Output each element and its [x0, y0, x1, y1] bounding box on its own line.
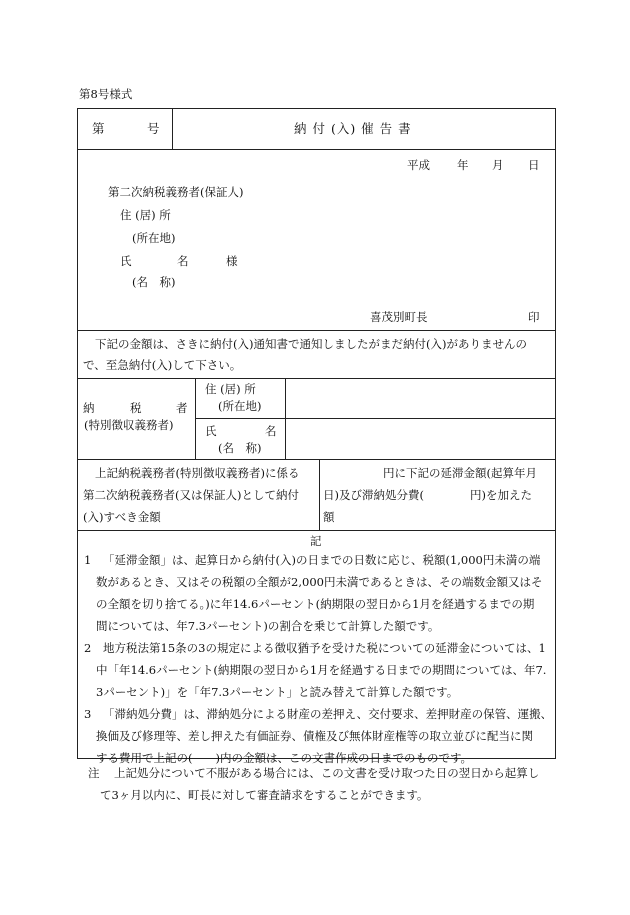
note-2-line: 中「年14.6パーセント(納期限の翌日から1月を経過する日までの期間については、年7. [96, 663, 547, 677]
addressee-corp-name-label: (名 称) [132, 275, 176, 289]
taxpayer-name-label-2: 名 [265, 424, 277, 438]
note-2-number: 2 [84, 641, 92, 655]
row-divider [77, 149, 556, 150]
row-divider [77, 330, 556, 331]
taxpayer-label-sub: (特別徴収義務者) [84, 418, 174, 432]
note-2-line: 地方税法第15条の3の規定による徴収猶予を受けた税についての延滞金については、1 [103, 641, 546, 655]
addressee-sama: 様 [226, 254, 238, 268]
note-2-line: 3パーセント)」を「年7.3パーセント」と読み替えて計算した額です。 [96, 685, 459, 699]
addressee-address-label: 住 (居) 所 [120, 208, 171, 222]
footnote-mark: 注 [88, 766, 100, 780]
note-1-line: の全額を切り捨てる。)に年14.6パーセント(納期限の翌日から1月を経過するまでの期 [96, 597, 535, 611]
addressee-name-label-2: 名 [177, 254, 189, 268]
col-divider [285, 378, 286, 459]
header-dai: 第 [92, 121, 105, 136]
amount-left-line-3: (入)すべき金額 [83, 510, 161, 524]
ki-heading: 記 [310, 534, 322, 548]
addressee-role: 第二次納税義務者(保証人) [108, 185, 244, 199]
taxpayer-label-zei: 税 [130, 401, 142, 415]
amount-left-line-2: 第二次納税義務者(又は保証人)として納付 [83, 488, 299, 502]
row-divider [77, 530, 556, 531]
note-1-number: 1 [84, 553, 92, 567]
note-1-line: 数があるとき、又はその税額の全額が2,000円未満であるときは、その端数金額又はそ [96, 575, 543, 589]
note-1-line: 「延滞金額」は、起算日から納付(入)の日までの日数に応じ、税額(1,000円未満の端 [103, 553, 541, 567]
date-day: 日 [528, 158, 540, 172]
amount-right-line-3: 額 [323, 510, 335, 524]
taxpayer-corp-name-label: (名 称) [218, 441, 262, 455]
note-3-line: 換価及び修理等、差し押えた有価証券、債権及び無体財産権等の取立並びに配当に関 [96, 729, 533, 743]
amount-right-line-2: 日)及び滞納処分費( 円)を加えた [323, 488, 532, 502]
addressee-location-label: (所在地) [132, 231, 176, 245]
taxpayer-location-label: (所在地) [218, 399, 262, 413]
amount-right-line-1: 円に下記の延滞金額(起算年月 [383, 466, 537, 480]
note-3-number: 3 [84, 707, 92, 721]
date-era: 平成 [407, 158, 430, 172]
document-title: 納 付 (入) 催 告 書 [294, 121, 412, 136]
date-year: 年 [457, 158, 469, 172]
amount-left-line-1: 上記納税義務者(特別徴収義務者)に係る [95, 466, 300, 480]
row-divider [195, 418, 556, 419]
note-3-line: する費用で上記の( )内の金額は、この文書作成の日までのものです。 [96, 751, 473, 765]
date-month: 月 [492, 158, 504, 172]
taxpayer-name-label-1: 氏 [205, 424, 217, 438]
notice-line-2: で、至急納付(入)して下さい。 [83, 358, 242, 372]
note-1-line: 間については、年7.3パーセント)の割合を乗じて計算した額です。 [96, 619, 440, 633]
col-divider [319, 459, 320, 530]
header-go: 号 [147, 121, 160, 136]
note-3-line: 「滞納処分費」は、滞納処分による財産の差押え、交付要求、差押財産の保管、運搬、 [103, 707, 553, 721]
seal-mark: 印 [528, 310, 540, 324]
form-number: 第8号様式 [79, 87, 133, 101]
issuer-name: 喜茂別町長 [370, 310, 428, 324]
row-divider [77, 459, 556, 460]
taxpayer-address-label: 住 (居) 所 [205, 382, 256, 396]
footnote-line-2: て3ヶ月以内に、町長に対して審査請求をすることができます。 [100, 788, 429, 802]
col-divider [172, 108, 173, 149]
taxpayer-label-sha: 者 [176, 401, 188, 415]
col-divider [195, 378, 196, 459]
row-divider [77, 378, 556, 379]
addressee-name-label-1: 氏 [120, 254, 132, 268]
taxpayer-label-na: 納 [83, 401, 95, 415]
notice-line-1: 下記の金額は、さきに納付(入)通知書で通知しましたがまだ納付(入)がありませんの [95, 337, 527, 351]
footnote-line-1: 上記処分について不服がある場合には、この文書を受け取つた日の翌日から起算し [114, 766, 540, 780]
